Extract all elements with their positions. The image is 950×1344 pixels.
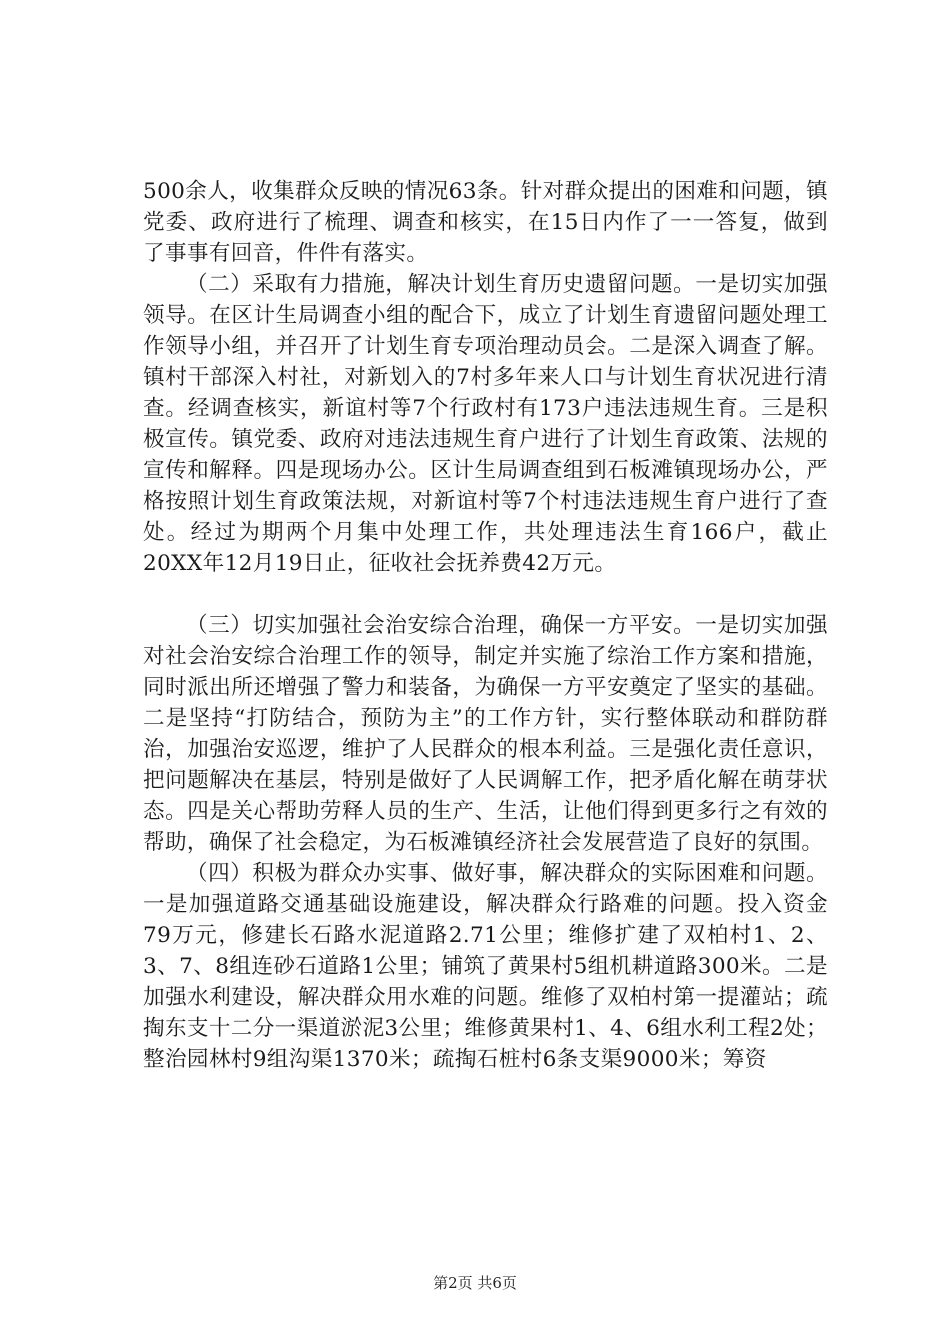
page-footer xyxy=(0,1273,950,1293)
paragraph-section-3: （三）切实加强社会治安综合治理，确保一方平安。一是切实加强对社会治安综合治理工作的领导，制定并实施了综治工作方案和措施，同时派出所还增强了警力和装备，为确保一方平安奠定了坚实的基础。二是坚持“打防结合，预防为主”的工作方针，实行整体联动和群防群治，加强治安巡逻，维护了人民群众的根本利益。三是强化责任意识，把问题解决在基层，特别是做好了人民调解工作，把矛盾化解在萌芽状态。四是关心帮助劳释人员的生产、生活，让他们得到更多行之有效的帮助，确保了社会稳定，为石板滩镇经济社会发展营造了良好的氛围。 xyxy=(143,613,828,855)
paragraph-section-4: （四）积极为群众办实事、做好事，解决群众的实际困难和问题。一是加强道路交通基础设施建设，解决群众行路难的问题。投入资金79万元，修建长石路水泥道路2.71公里；维修扩建了双柏村1、2、3、7、8组连砂石道路1公里；铺筑了黄果村5组机耕道路300米。二是加强水利建设，解决群众用水难的问题。维修了双柏村第一提灌站；疏掏东支十二分一渠道淤泥3公里；维修黄果村1、4、6组水利工程2处；整治园林村9组沟渠1370米；疏掏石桩村6条支渠9000米；筹资 xyxy=(143,861,828,1072)
paragraph-spacer xyxy=(143,579,828,610)
paragraph-continuation: 500余人，收集群众反映的情况63条。针对群众提出的困难和问题，镇党委、政府进行了梳理、调查和核实，在15日内作了一一答复，做到了事事有回音，件件有落实。 xyxy=(143,179,828,266)
page-number-label: 第2页 共6页 xyxy=(433,1274,517,1292)
paragraph-section-2: （二）采取有力措施，解决计划生育历史遗留问题。一是切实加强领导。在区计生局调查小组的配合下，成立了计划生育遗留问题处理工作领导小组，并召开了计划生育专项治理动员会。二是深入调查了解。镇村干部深入村社，对新划入的7村多年来人口与计划生育状况进行清查。经调查核实，新谊村等7个行政村有173户违法违规生育。三是积极宣传。镇党委、政府对违法违规生育户进行了计划生育政策、法规的宣传和解释。四是现场办公。区计生局调查组到石板滩镇现场办公，严格按照计划生育政策法规，对新谊村等7个村违法违规生育户进行了查处。经过为期两个月集中处理工作，共处理违法生育166户，截止20XX年12月19日止，征收社会抚养费42万元。 xyxy=(143,272,828,576)
document-body xyxy=(143,176,828,1075)
